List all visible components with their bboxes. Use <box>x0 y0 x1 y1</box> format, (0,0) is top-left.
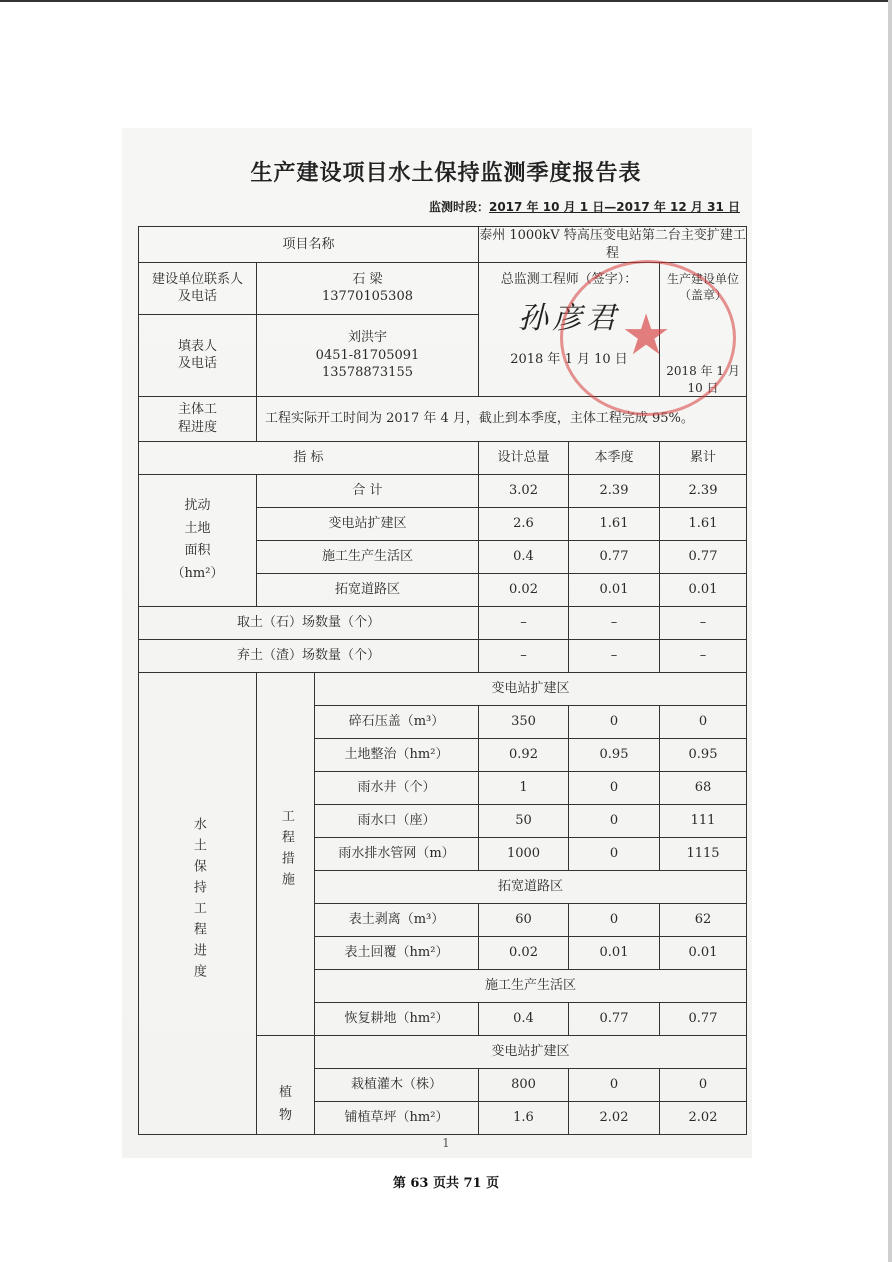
measure-name: 铺植草坪（hm²） <box>315 1101 479 1134</box>
monitoring-period <box>429 198 740 215</box>
measure-quarter: 0.77 <box>569 1002 660 1035</box>
table-row <box>139 396 747 441</box>
progress-label: 主体工 程进度 <box>139 396 257 441</box>
table-row <box>139 639 747 672</box>
disturbed-row-name: 合 计 <box>257 474 479 507</box>
measure-name: 表土回覆（hm²） <box>315 936 479 969</box>
disturbed-label: 扰动 土地 面积 （hm²） <box>139 474 257 606</box>
measure-design: 1000 <box>479 837 569 870</box>
borrow-quarter: – <box>569 606 660 639</box>
header-design-total: 设计总量 <box>479 441 569 474</box>
measure-total: 0 <box>660 1068 747 1101</box>
measure-design: 50 <box>479 804 569 837</box>
disturbed-row-design: 0.4 <box>479 540 569 573</box>
measure-design: 60 <box>479 903 569 936</box>
table-row <box>139 606 747 639</box>
chief-engineer-cell <box>479 263 660 397</box>
chief-engineer-label: 总监测工程师（签字）： <box>500 272 638 288</box>
zone-heading: 拓宽道路区 <box>315 870 747 903</box>
disturbed-row-design: 0.02 <box>479 573 569 606</box>
measure-total: 2.02 <box>660 1101 747 1134</box>
measure-name: 恢复耕地（hm²） <box>315 1002 479 1035</box>
disturbed-row-total: 2.39 <box>660 474 747 507</box>
zone-heading: 变电站扩建区 <box>315 672 747 705</box>
disturbed-row-name: 变电站扩建区 <box>257 507 479 540</box>
star-icon: ★ <box>621 303 672 368</box>
disturbed-row-quarter: 0.01 <box>569 573 660 606</box>
measure-quarter: 0 <box>569 804 660 837</box>
measure-design: 800 <box>479 1068 569 1101</box>
disturbed-row-total: 0.01 <box>660 573 747 606</box>
measure-quarter: 0 <box>569 837 660 870</box>
period-label: 监测时段： <box>428 200 489 214</box>
measure-quarter: 0 <box>569 705 660 738</box>
disturbed-row-name: 施工生产生活区 <box>257 540 479 573</box>
measure-total: 0.01 <box>660 936 747 969</box>
builder-unit-cell <box>660 263 747 397</box>
spoil-design: – <box>479 639 569 672</box>
page-footer: 第 63 页共 71 页 <box>392 1176 500 1191</box>
period-value: 2017 年 10 月 1 日—2017 年 12 月 31 日 <box>488 200 740 214</box>
zone-heading: 变电站扩建区 <box>315 1035 747 1068</box>
report-table <box>138 226 747 1135</box>
measure-quarter: 0 <box>569 1068 660 1101</box>
builder-unit-label: 生产建设单位（盖章） <box>667 272 740 303</box>
measure-quarter: 0 <box>569 903 660 936</box>
measure-name: 碎石压盖（m³） <box>315 705 479 738</box>
chief-engineer-signature: 孙彦君 <box>518 300 620 336</box>
measure-quarter: 0 <box>569 771 660 804</box>
disturbed-row-name: 拓宽道路区 <box>257 573 479 606</box>
measure-quarter: 2.02 <box>569 1101 660 1134</box>
measure-total: 0 <box>660 705 747 738</box>
top-border <box>0 0 892 2</box>
measure-name: 土地整治（hm²） <box>315 738 479 771</box>
project-name-value: 泰州 1000kV 特高压变电站第二台主变扩建工程 <box>479 227 747 263</box>
table-row <box>139 672 747 705</box>
measure-quarter: 0.95 <box>569 738 660 771</box>
progress-text: 工程实际开工时间为 2017 年 4 月，截止到本季度，主体工程完成 95%。 <box>257 396 747 441</box>
builder-contact-label: 建设单位联系人 及电话 <box>139 263 257 315</box>
disturbed-row-design: 3.02 <box>479 474 569 507</box>
right-edge <box>888 0 892 1262</box>
disturbed-row-quarter: 0.77 <box>569 540 660 573</box>
measure-total: 62 <box>660 903 747 936</box>
builder-unit-date: 2018 年 1 月 10 日 <box>666 364 740 395</box>
disturbed-row-total: 0.77 <box>660 540 747 573</box>
document-title: 生产建设项目水土保持监测季度报告表 <box>250 161 642 186</box>
measure-name: 雨水口（座） <box>315 804 479 837</box>
filler-label: 填表人 及电话 <box>139 314 257 396</box>
scan-page-number: 1 <box>442 1136 450 1150</box>
soil-progress-label: 水土保持工程进度 <box>139 672 257 1134</box>
disturbed-row-quarter: 1.61 <box>569 507 660 540</box>
borrow-total: – <box>660 606 747 639</box>
builder-contact-value: 石 梁 13770105308 <box>257 263 479 315</box>
chief-engineer-date: 2018 年 1 月 10 日 <box>510 352 628 368</box>
measure-name: 雨水排水管网（m） <box>315 837 479 870</box>
disturbed-row-quarter: 2.39 <box>569 474 660 507</box>
spoil-quarter: – <box>569 639 660 672</box>
measure-total: 111 <box>660 804 747 837</box>
header-this-quarter: 本季度 <box>569 441 660 474</box>
spoil-total: – <box>660 639 747 672</box>
engineering-label: 工程措施 <box>257 672 315 1035</box>
measure-quarter: 0.01 <box>569 936 660 969</box>
disturbed-row-total: 1.61 <box>660 507 747 540</box>
measure-name: 表土剥离（m³） <box>315 903 479 936</box>
table-header-row <box>139 441 747 474</box>
table-row <box>139 474 747 507</box>
measure-name: 栽植灌木（株） <box>315 1068 479 1101</box>
disturbed-row-design: 2.6 <box>479 507 569 540</box>
measure-total: 0.95 <box>660 738 747 771</box>
zone-heading: 施工生产生活区 <box>315 969 747 1002</box>
table-row <box>139 263 747 315</box>
measure-design: 1 <box>479 771 569 804</box>
header-indicator: 指 标 <box>139 441 479 474</box>
borrow-design: – <box>479 606 569 639</box>
measure-design: 1.6 <box>479 1101 569 1134</box>
table-row <box>139 227 747 263</box>
borrow-site-count: 取土（石）场数量（个） <box>139 606 479 639</box>
measure-name: 雨水井（个） <box>315 771 479 804</box>
header-cumulative: 累计 <box>660 441 747 474</box>
spoil-site-count: 弃土（渣）场数量（个） <box>139 639 479 672</box>
measure-design: 0.4 <box>479 1002 569 1035</box>
plant-label: 植 物 <box>257 1035 315 1134</box>
measure-design: 0.92 <box>479 738 569 771</box>
measure-design: 0.02 <box>479 936 569 969</box>
measure-total: 68 <box>660 771 747 804</box>
project-name-label: 项目名称 <box>139 227 479 263</box>
measure-design: 350 <box>479 705 569 738</box>
measure-total: 0.77 <box>660 1002 747 1035</box>
measure-total: 1115 <box>660 837 747 870</box>
filler-value: 刘洪宇 0451-81705091 13578873155 <box>257 314 479 396</box>
